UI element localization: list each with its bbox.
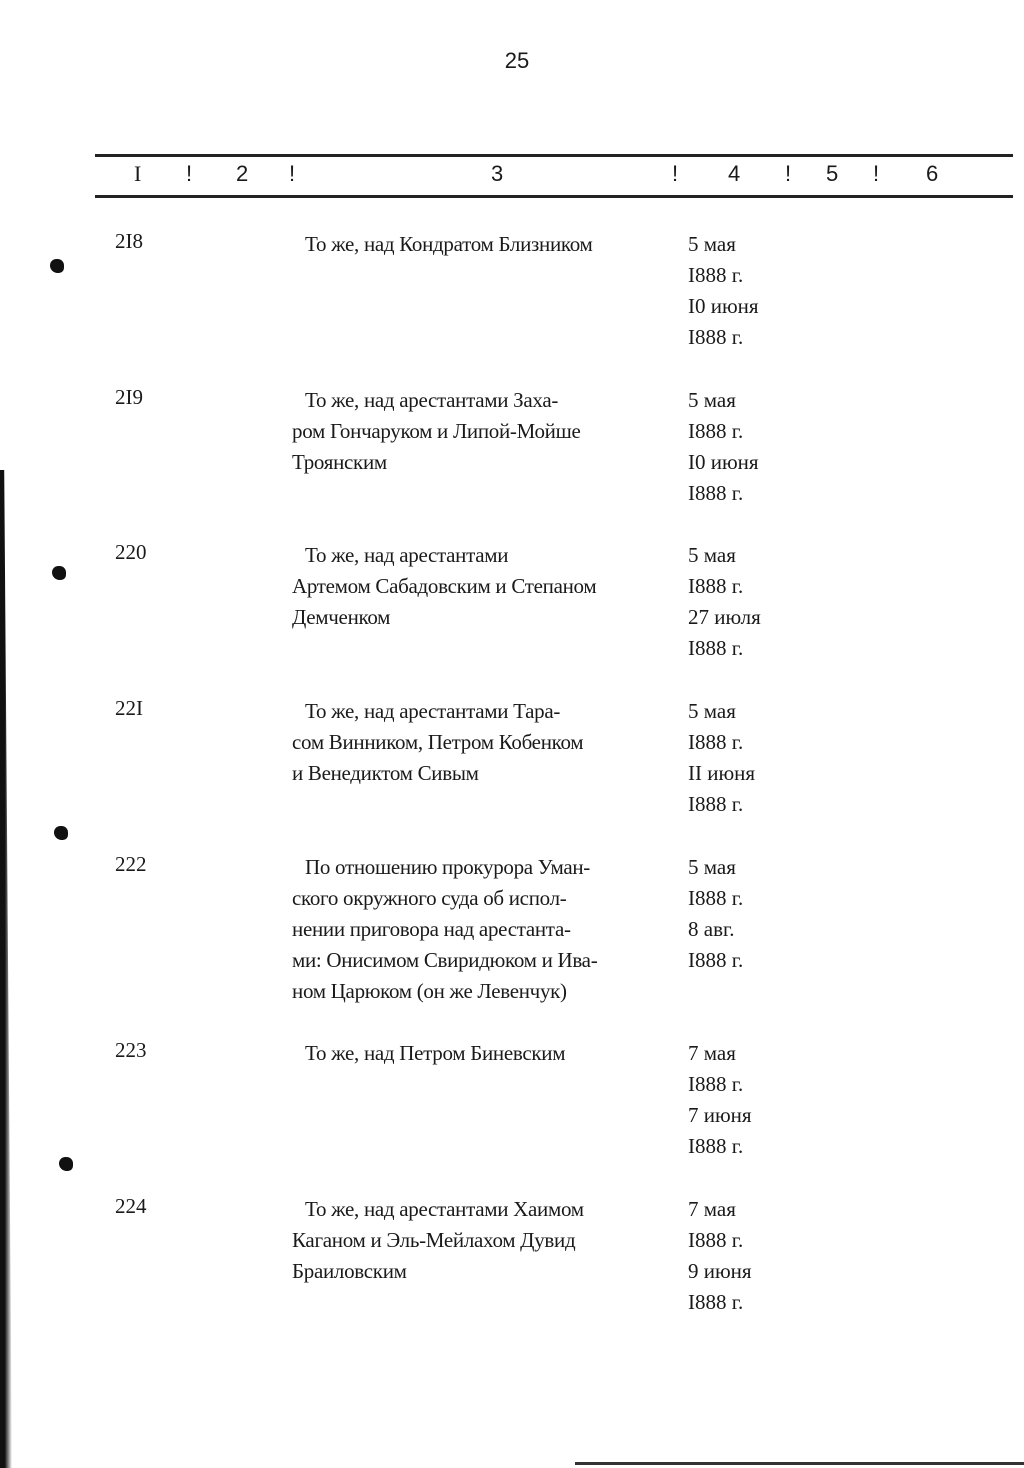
entry-description	[292, 540, 692, 633]
column-header-6: 6	[926, 161, 939, 186]
description-line: ром Гончаруком и Липой-Мойше	[292, 419, 581, 443]
entry-number: 22I	[115, 696, 143, 720]
entry-dates	[688, 1194, 752, 1318]
column-separator: !	[672, 161, 679, 186]
date-start-year: I888 г.	[688, 574, 744, 598]
entry-dates	[688, 385, 759, 509]
description-line: Артемом Сабадовским и Степаном	[292, 574, 597, 598]
column-header-2: 2	[236, 161, 249, 186]
column-header-1: I	[134, 161, 142, 186]
column-header-5: 5	[826, 161, 839, 186]
date-start-year: I888 г.	[688, 419, 744, 443]
date-start-day: 5 мая	[688, 388, 736, 412]
date-start-year: I888 г.	[688, 886, 744, 910]
entry-number: 224	[115, 1194, 147, 1218]
date-start-day: 5 мая	[688, 232, 736, 256]
description-line: ского окружного суда об испол-	[292, 886, 567, 910]
description-line: То же, над арестантами Хаимом	[305, 1197, 584, 1221]
entry-number: 222	[115, 852, 147, 876]
date-end-year: I888 г.	[688, 948, 744, 972]
description-line: и Венедиктом Сивым	[292, 761, 479, 785]
description-line: То же, над арестантами	[305, 543, 509, 567]
entry-description	[292, 385, 692, 478]
date-start-day: 5 мая	[688, 699, 736, 723]
date-start-day: 5 мая	[688, 855, 736, 879]
date-end-year: I888 г.	[688, 1134, 744, 1158]
date-start-year: I888 г.	[688, 1228, 744, 1252]
description-line: сом Винником, Петром Кобенком	[292, 730, 584, 754]
description-line: нении приговора над арестанта-	[292, 917, 571, 941]
description-line: Троянским	[292, 450, 387, 474]
entry-number: 223	[115, 1038, 147, 1062]
description-line: По отношению прокурора Уман-	[305, 855, 590, 879]
date-start-year: I888 г.	[688, 730, 744, 754]
date-start-year: I888 г.	[688, 263, 744, 287]
date-end-year: I888 г.	[688, 325, 744, 349]
entry-description	[292, 229, 692, 260]
entry-dates	[688, 1038, 752, 1162]
description-line: То же, над арестантами Тара-	[305, 699, 561, 723]
description-line: Каганом и Эль-Мейлахом Дувид	[292, 1228, 576, 1252]
entry-dates	[688, 540, 761, 664]
binding-hole-mark	[50, 259, 64, 273]
entry-dates	[688, 696, 755, 820]
column-separator: !	[873, 161, 880, 186]
entry-description	[292, 1194, 692, 1287]
date-end-day: 7 июня	[688, 1103, 752, 1127]
date-end-year: I888 г.	[688, 481, 744, 505]
description-line: То же, над Кондратом Близником	[305, 232, 593, 256]
entry-dates	[688, 852, 743, 976]
page-number: 25	[504, 48, 530, 73]
entry-number: 2I8	[115, 229, 143, 253]
scan-edge-shadow	[0, 470, 12, 1468]
binding-hole-mark	[54, 826, 68, 840]
column-separator: !	[785, 161, 792, 186]
entry-description	[292, 852, 692, 1007]
date-end-day: I0 июня	[688, 450, 759, 474]
date-start-year: I888 г.	[688, 1072, 744, 1096]
date-end-day: 27 июля	[688, 605, 761, 629]
description-line: То же, над арестантами Заха-	[305, 388, 559, 412]
description-line: ми: Онисимом Свиридюком и Ива-	[292, 948, 598, 972]
description-line: ном Царюком (он же Левенчук)	[292, 979, 567, 1003]
date-end-day: II июня	[688, 761, 756, 785]
binding-hole-mark	[59, 1157, 73, 1171]
date-end-year: I888 г.	[688, 636, 744, 660]
header-rule-top	[95, 154, 1013, 157]
column-header-4: 4	[728, 161, 741, 186]
column-separator: !	[186, 161, 193, 186]
entry-dates	[688, 229, 759, 353]
description-line: Демченком	[292, 605, 391, 629]
date-end-day: 9 июня	[688, 1259, 752, 1283]
date-start-day: 7 мая	[688, 1041, 736, 1065]
date-start-day: 5 мая	[688, 543, 736, 567]
header-rule-bottom	[95, 195, 1013, 198]
date-start-day: 7 мая	[688, 1197, 736, 1221]
description-line: Браиловским	[292, 1259, 407, 1283]
entry-number: 220	[115, 540, 147, 564]
description-line: То же, над Петром Биневским	[305, 1041, 566, 1065]
entry-description	[292, 696, 692, 789]
entry-number: 2I9	[115, 385, 143, 409]
date-end-year: I888 г.	[688, 792, 744, 816]
date-end-year: I888 г.	[688, 1290, 744, 1314]
date-end-day: I0 июня	[688, 294, 759, 318]
bottom-edge-rule	[575, 1462, 1024, 1465]
column-separator: !	[289, 161, 296, 186]
binding-hole-mark	[52, 566, 66, 580]
date-end-day: 8 авг.	[688, 917, 735, 941]
entry-description	[292, 1038, 692, 1069]
column-header-3: 3	[491, 161, 504, 186]
